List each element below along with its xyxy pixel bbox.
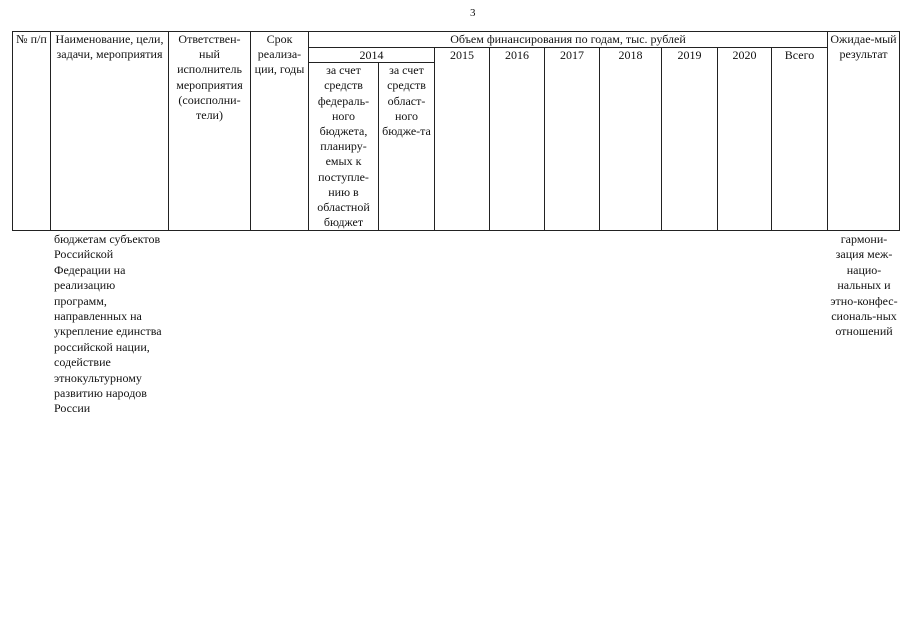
header-name: Наименование, цели, задачи, мероприятия [51,32,169,231]
header-year-2018: 2018 [600,48,662,231]
page-number: 3 [470,7,476,19]
header-year-2014: 2014 [309,48,435,63]
header-result: Ожидае-мый результат [828,32,900,231]
header-year-2020: 2020 [718,48,772,231]
header-year-2016: 2016 [490,48,545,231]
header-federal-budget: за счет средств федераль-ного бюджета, планиру-емых к поступле-нию в областной бюджет [309,63,379,231]
row-result-text: гармони-зация меж-нацио-нальных и этно-конфес-сиональ-ных отношений [830,232,898,339]
header-year-2019: 2019 [662,48,718,231]
header-total: Всего [772,48,828,231]
row-name-text: бюджетам субъектов Российской Федерации на реализацию программ, направленных на укрепление единства российской нации, содействие этнокультурному развитию народов России [54,232,162,416]
header-executor: Ответствен-ный исполнитель мероприятия (соисполни-тели) [169,32,251,231]
header-funding: Объем финансирования по годам, тыс. рублей [309,32,828,48]
header-regional-budget: за счет средств област-ного бюдже-та [379,63,435,231]
header-year-2015: 2015 [435,48,490,231]
header-number: № п/п [13,32,51,231]
header-year-2017: 2017 [545,48,600,231]
header-term: Срок реализа-ции, годы [251,32,309,231]
funding-table [12,31,900,231]
